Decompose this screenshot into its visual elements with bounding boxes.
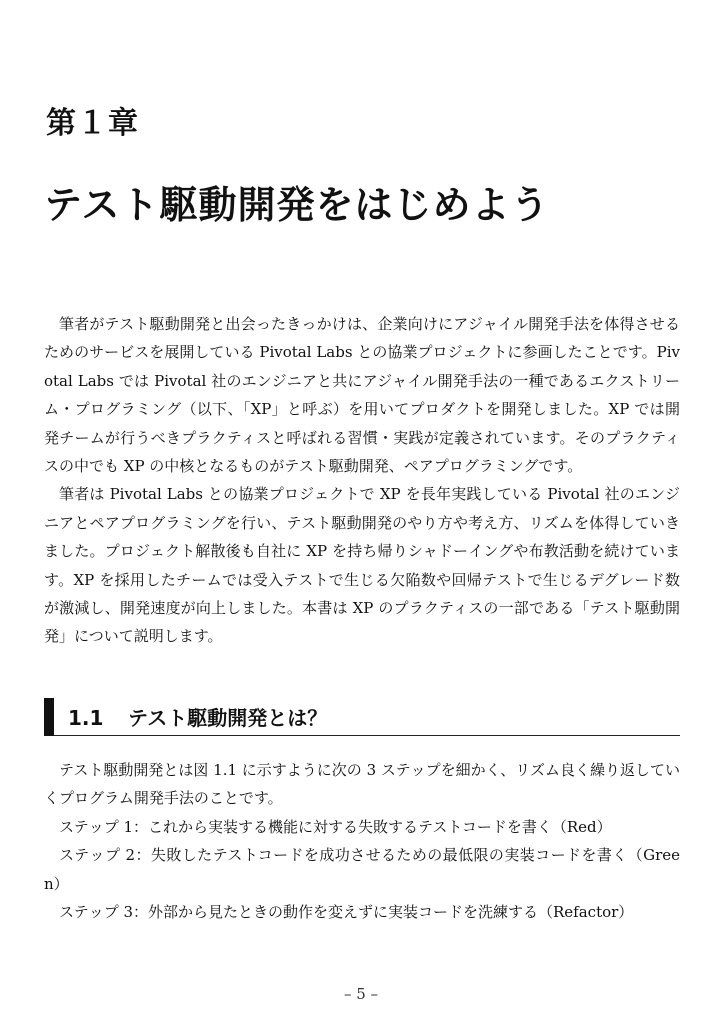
- section-intro-paragraph: テスト駆動開発とは図 1.1 に示すように次の 3 ステップを細かく、リズム良く繰り返していくプログラム開発手法のことです。: [44, 761, 680, 808]
- intro-paragraph: 筆者がテスト駆動開発と出会ったきっかけは、企業向けにアジャイル開発手法を体得させるためのサービスを展開している Pivotal Labs との協業プロジェクトに参画したことです。Pivotal Labs では Pivotal 社のエンジニアと共にアジャイル開発手法の一種であるエクストリーム・プログラミング（以下、「XP」と呼ぶ）を用いてプロダクトを開発しました。XP では開発チームが行うべきプラクティスと呼ばれる習慣・実践が定義されています。そのプラクティスの中でも XP の中核となるものがテスト駆動開発、ペアプログラミングです。: [44, 315, 680, 476]
- section-body: [44, 756, 680, 926]
- step-item: ステップ 2：失敗したテストコードを成功させるための最低限の実装コードを書く（Green）: [44, 846, 680, 893]
- intro-paragraph: 筆者は Pivotal Labs との協業プロジェクトで XP を長年実践している Pivotal 社のエンジニアとペアプログラミングを行い、テスト駆動開発のやり方や考え方、リズムを体得していきました。プロジェクト解散後も自社に XP を持ち帰りシャドーイングや布教活動を続けています。XP を採用したチームでは受入テストで生じる欠陥数や回帰テストで生じるデグレード数が激減し、開発速度が向上しました。本書は XP のプラクティスの一部である「テスト駆動開発」について説明します。: [44, 485, 680, 646]
- step-item: ステップ 1：これから実装する機能に対する失敗するテストコードを書く（Red）: [59, 817, 612, 836]
- intro-text: [44, 310, 680, 651]
- page-number: – 5 –: [343, 985, 379, 1003]
- section-number: 1.1: [68, 706, 104, 730]
- chapter-label: 第１章: [46, 106, 139, 141]
- section-heading: [44, 698, 680, 736]
- section-title: テスト駆動開発とは？: [128, 706, 328, 730]
- section-marker-bar: [44, 698, 54, 736]
- step-item: ステップ 3：外部から見たときの動作を変えずに実装コードを洗練する（Refactor）: [59, 903, 634, 922]
- chapter-title: テスト駆動開発をはじめよう: [44, 183, 550, 227]
